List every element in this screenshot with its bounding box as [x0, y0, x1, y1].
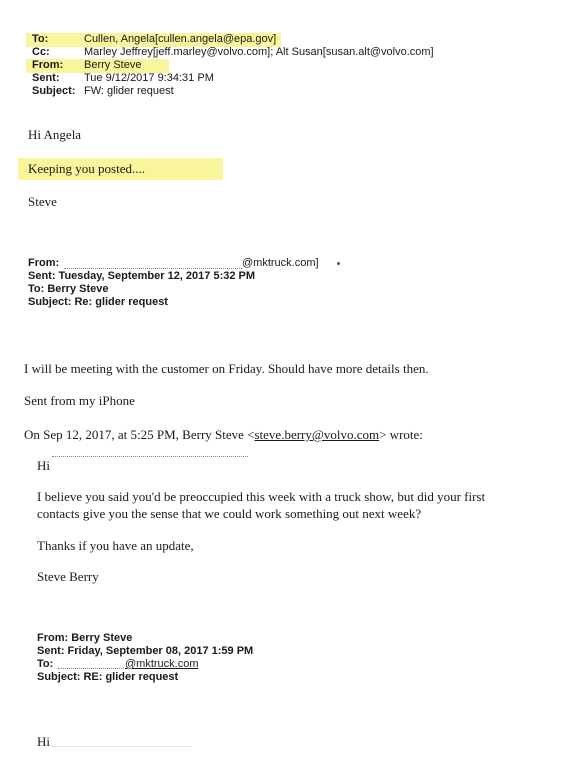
msg2-from-domain: @mktruck.com] [242, 257, 319, 269]
redaction-line [58, 668, 124, 669]
to-value: Cullen, Angela[cullen.angela@epa.gov] [84, 33, 277, 45]
msg3-thanks: Thanks if you have an update, [37, 538, 194, 553]
msg3-signature: Steve Berry [37, 569, 99, 584]
msg4-greeting: Hi [37, 734, 50, 749]
msg4-from: From: Berry Steve [37, 632, 133, 644]
msg2-from-label: From: [28, 257, 60, 269]
cc-label: Cc: [32, 46, 50, 58]
msg4-to-domain: @mktruck.com [125, 658, 199, 670]
redaction-line [52, 746, 192, 747]
msg3-para-line2: contacts give you the sense that we could work something out next week? [37, 506, 422, 521]
email-link[interactable]: steve.berry@volvo.com [254, 427, 380, 442]
quote-intro-pre: On Sep 12, 2017, at 5:25 PM, Berry Steve < [24, 427, 255, 442]
subject-label: Subject: [32, 85, 76, 97]
quote-intro [24, 427, 423, 443]
msg2-body: I will be meeting with the customer on Friday. Should have more details then. [24, 361, 429, 376]
msg2-subject: Subject: Re: glider request [28, 296, 168, 308]
keeping-posted: Keeping you posted.... [28, 161, 145, 176]
msg2-to: To: Berry Steve [28, 283, 109, 295]
msg2-sent-from: Sent from my iPhone [24, 393, 135, 408]
msg4-to-label: To: [37, 658, 54, 670]
msg3-greeting: Hi [37, 458, 50, 473]
from-value: Berry Steve [84, 59, 142, 71]
sent-label: Sent: [32, 72, 60, 84]
email-header [32, 33, 552, 103]
subject-value: FW: glider request [84, 85, 174, 97]
redaction-line [64, 268, 242, 269]
stray-mark [337, 262, 340, 265]
msg4-sent: Sent: Friday, September 08, 2017 1:59 PM [37, 645, 254, 657]
greeting: Hi Angela [28, 127, 82, 142]
msg3-para-line1: I believe you said you'd be preoccupied this week with a truck show, but did your first [37, 489, 486, 504]
quote-intro-post: > wrote: [379, 427, 423, 442]
sent-value: Tue 9/12/2017 9:34:31 PM [84, 72, 214, 84]
to-label: To: [32, 33, 49, 45]
msg4-subject: Subject: RE: glider request [37, 671, 179, 683]
signature-steve: Steve [28, 194, 57, 209]
redaction-line [52, 456, 248, 457]
msg2-sent: Sent: Tuesday, September 12, 2017 5:32 PM [28, 270, 256, 282]
cc-value: Marley Jeffrey[jeff.marley@volvo.com]; Alt Susan[susan.alt@volvo.com] [84, 46, 434, 58]
from-label: From: [32, 59, 64, 71]
